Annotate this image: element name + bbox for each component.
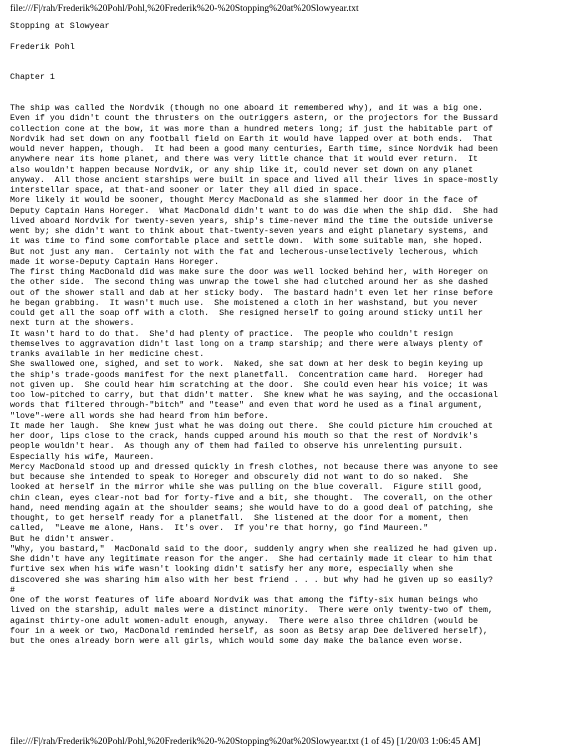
text-line: chin clean, eyes clear-not bad for forty-five and a bit, she thought. The coverall, on the other [10,493,493,503]
text-line: It wasn't hard to do that. She'd had plenty of practice. The people who couldn't resign [10,329,454,339]
text-line: too low-pitched to carry, but that didn't matter. She knew what he was saying, and the occasional [10,391,498,400]
text-line: Even if you didn't count the thrusters on the outriggers astern, or the projectors for the Bussard [10,114,498,124]
text-line: would never happen, though. It had been a good many centuries, Earth time, since Nordvik had been [10,145,498,154]
text-line: he began grabbing. It wasn't much use. She moistened a cloth in her washstand, but you never [10,298,479,308]
text-line: lived aboard Nordvik for twenty-seven years, ship's time-never mind the time the outside universe [10,216,493,226]
text-line: The ship was called the Nordvik (though no one aboard it remembered why), and it was a big one. [10,104,483,113]
text-line: More likely it would be sooner, thought Mercy MacDonald as she slammed her door in the face of [10,196,479,206]
book-title: Stopping at Slowyear [10,22,110,31]
text-line: lived on the starship, adult males were a distinct minority. There were only twenty-two of them, [10,606,493,616]
chapter-text [10,104,575,647]
text-line: anywhere near its home planet, and there was very little chance that it would ever return. It [10,155,479,165]
text-line: not given up. She could hear him scratching at the door. She could even hear his voice; it was [10,380,488,390]
text-line: made it worse-Deputy Captain Hans Horeger. [10,257,220,267]
text-line: called, "Leave me alone, Hans. It's over. If you're that horny, go find Maureen." [10,524,429,534]
text-line: but because she intended to speak to Horeger and obscurely did not want to do so naked. She [10,473,469,482]
text-line: her door, lips close to the crack, hands cupped around his mouth so that the rest of Nordvik's [10,432,479,441]
document-body [10,22,575,647]
text-line: the ship's trade-goods manifest for the next planetfall. Concentration came hard. Horeger had [10,370,483,380]
text-line: One of the worst features of life aboard Nordvik was that among the fifty-six human beings who [10,596,479,605]
text-line: words that filtered through-"bitch" and "tease" and even that word he used as a final argument, [10,401,483,411]
text-line: collection cone at the bow, it was more than a hundred meters long; if just the habitable part of [10,124,493,134]
text-line: the other side. The second thing was unwrap the towel she had clutched around her as she dashed [10,278,488,288]
text-line: She swallowed one, sighed, and set to work. Naked, she sat down at her desk to begin keying up [10,360,483,370]
text-line: thought, to get herself ready for a planetfall. She listened at the door for a moment, then [10,514,469,523]
text-line: "love"-were all words she had heard from him before. [10,411,269,421]
page-footer: file:///F|/rah/Frederik%20Pohl/Pohl,%20Frederik%20-%20Stopping%20at%20Slowyear.txt (1 of 45) [1/20/03 1:06:45 AM] [10,737,481,747]
text-line: Mercy MacDonald stood up and dressed quickly in fresh clothes, not because there was anyone to see [10,462,498,472]
text-line: interstellar space, at that-and sooner or later they all died in space. [10,186,364,195]
text-line: anyway. All those ancient starships were built in space and lived all their lives in space-mostly [10,175,498,185]
file-url-header: file:///F|/rah/Frederik%20Pohl/Pohl,%20Frederik%20-%20Stopping%20at%20Slowyear.txt [10,4,359,14]
chapter-heading: Chapter 1 [10,73,55,83]
text-line: could get all the soap off with a cloth. She resigned herself to going around sticky until her [10,309,483,318]
text-line: against thirty-one adult women-adult enough, anyway. There were also three children (would be [10,616,479,626]
text-line: looked at herself in the mirror while she was pulling on the blue coverall. Figure still good, [10,483,483,493]
text-line: themselves to aggravation didn't last long on a tramp starship; and there were always plenty of [10,339,483,349]
text-line: The first thing MacDonald did was make sure the door was well locked behind her, with Horeger on [10,268,488,277]
text-line: furtive sex when his wife wasn't looking didn't satisfy her any more, especially when she [10,565,454,575]
text-line: it was time to find some comfortable place and settle down. With some suitable man, she hoped. [10,237,483,247]
text-line: next turn at the showers. [10,319,135,329]
text-line: four in a week or two, MacDonald reminded herself, as soon as Betsy arap Dee delivered herself), [10,626,488,636]
text-line: But he didn't answer. [10,534,115,544]
book-author: Frederik Pohl [10,42,75,52]
text-line: went by; she didn't want to think about that-twenty-seven years and eight planetary systems, and [10,227,488,236]
text-line: She didn't have any legitimate reason for the anger. She had certainly made it clear to him that [10,555,493,564]
text-line: out of the shower stall and dab at her sticky body. The bastard hadn't even let her rinse before [10,288,493,298]
text-line: But not just any man. Certainly not with the fat and lecherous-unselectively lecherous, which [10,247,479,257]
text-line: "Why, you bastard," MacDonald said to the door, suddenly angry when she realized he had given up. [10,544,498,554]
text-line: Deputy Captain Hans Horeger. What MacDonald didn't want to do was die when the ship did. She had [10,206,498,216]
text-line: Nordvik had set down on any football field on Earth it would have lapped over at both ends. That [10,134,493,144]
text-line: but the ones already born were all girls, which would some day make the balance even worse. [10,637,464,646]
text-line: It made her laugh. She knew just what he was doing out there. She could picture him crouched at [10,421,493,431]
text-line: people wouldn't hear. As though any of them had failed to observe his unrelenting pursuit. [10,442,464,452]
text-line: hand, need mending again at the shoulder seams; she would have to do a good deal of patching, she [10,503,493,513]
text-line: also wouldn't happen because Nordvik, or any ship like it, could never set down on any planet [10,165,474,175]
text-line: discovered she was sharing him also with her best friend . . . but why had he given up so easily? [10,575,493,585]
text-line: Especially his wife, Maureen. [10,452,155,462]
text-line: tranks available in her medicine chest. [10,350,205,359]
text-line: # [10,585,15,595]
